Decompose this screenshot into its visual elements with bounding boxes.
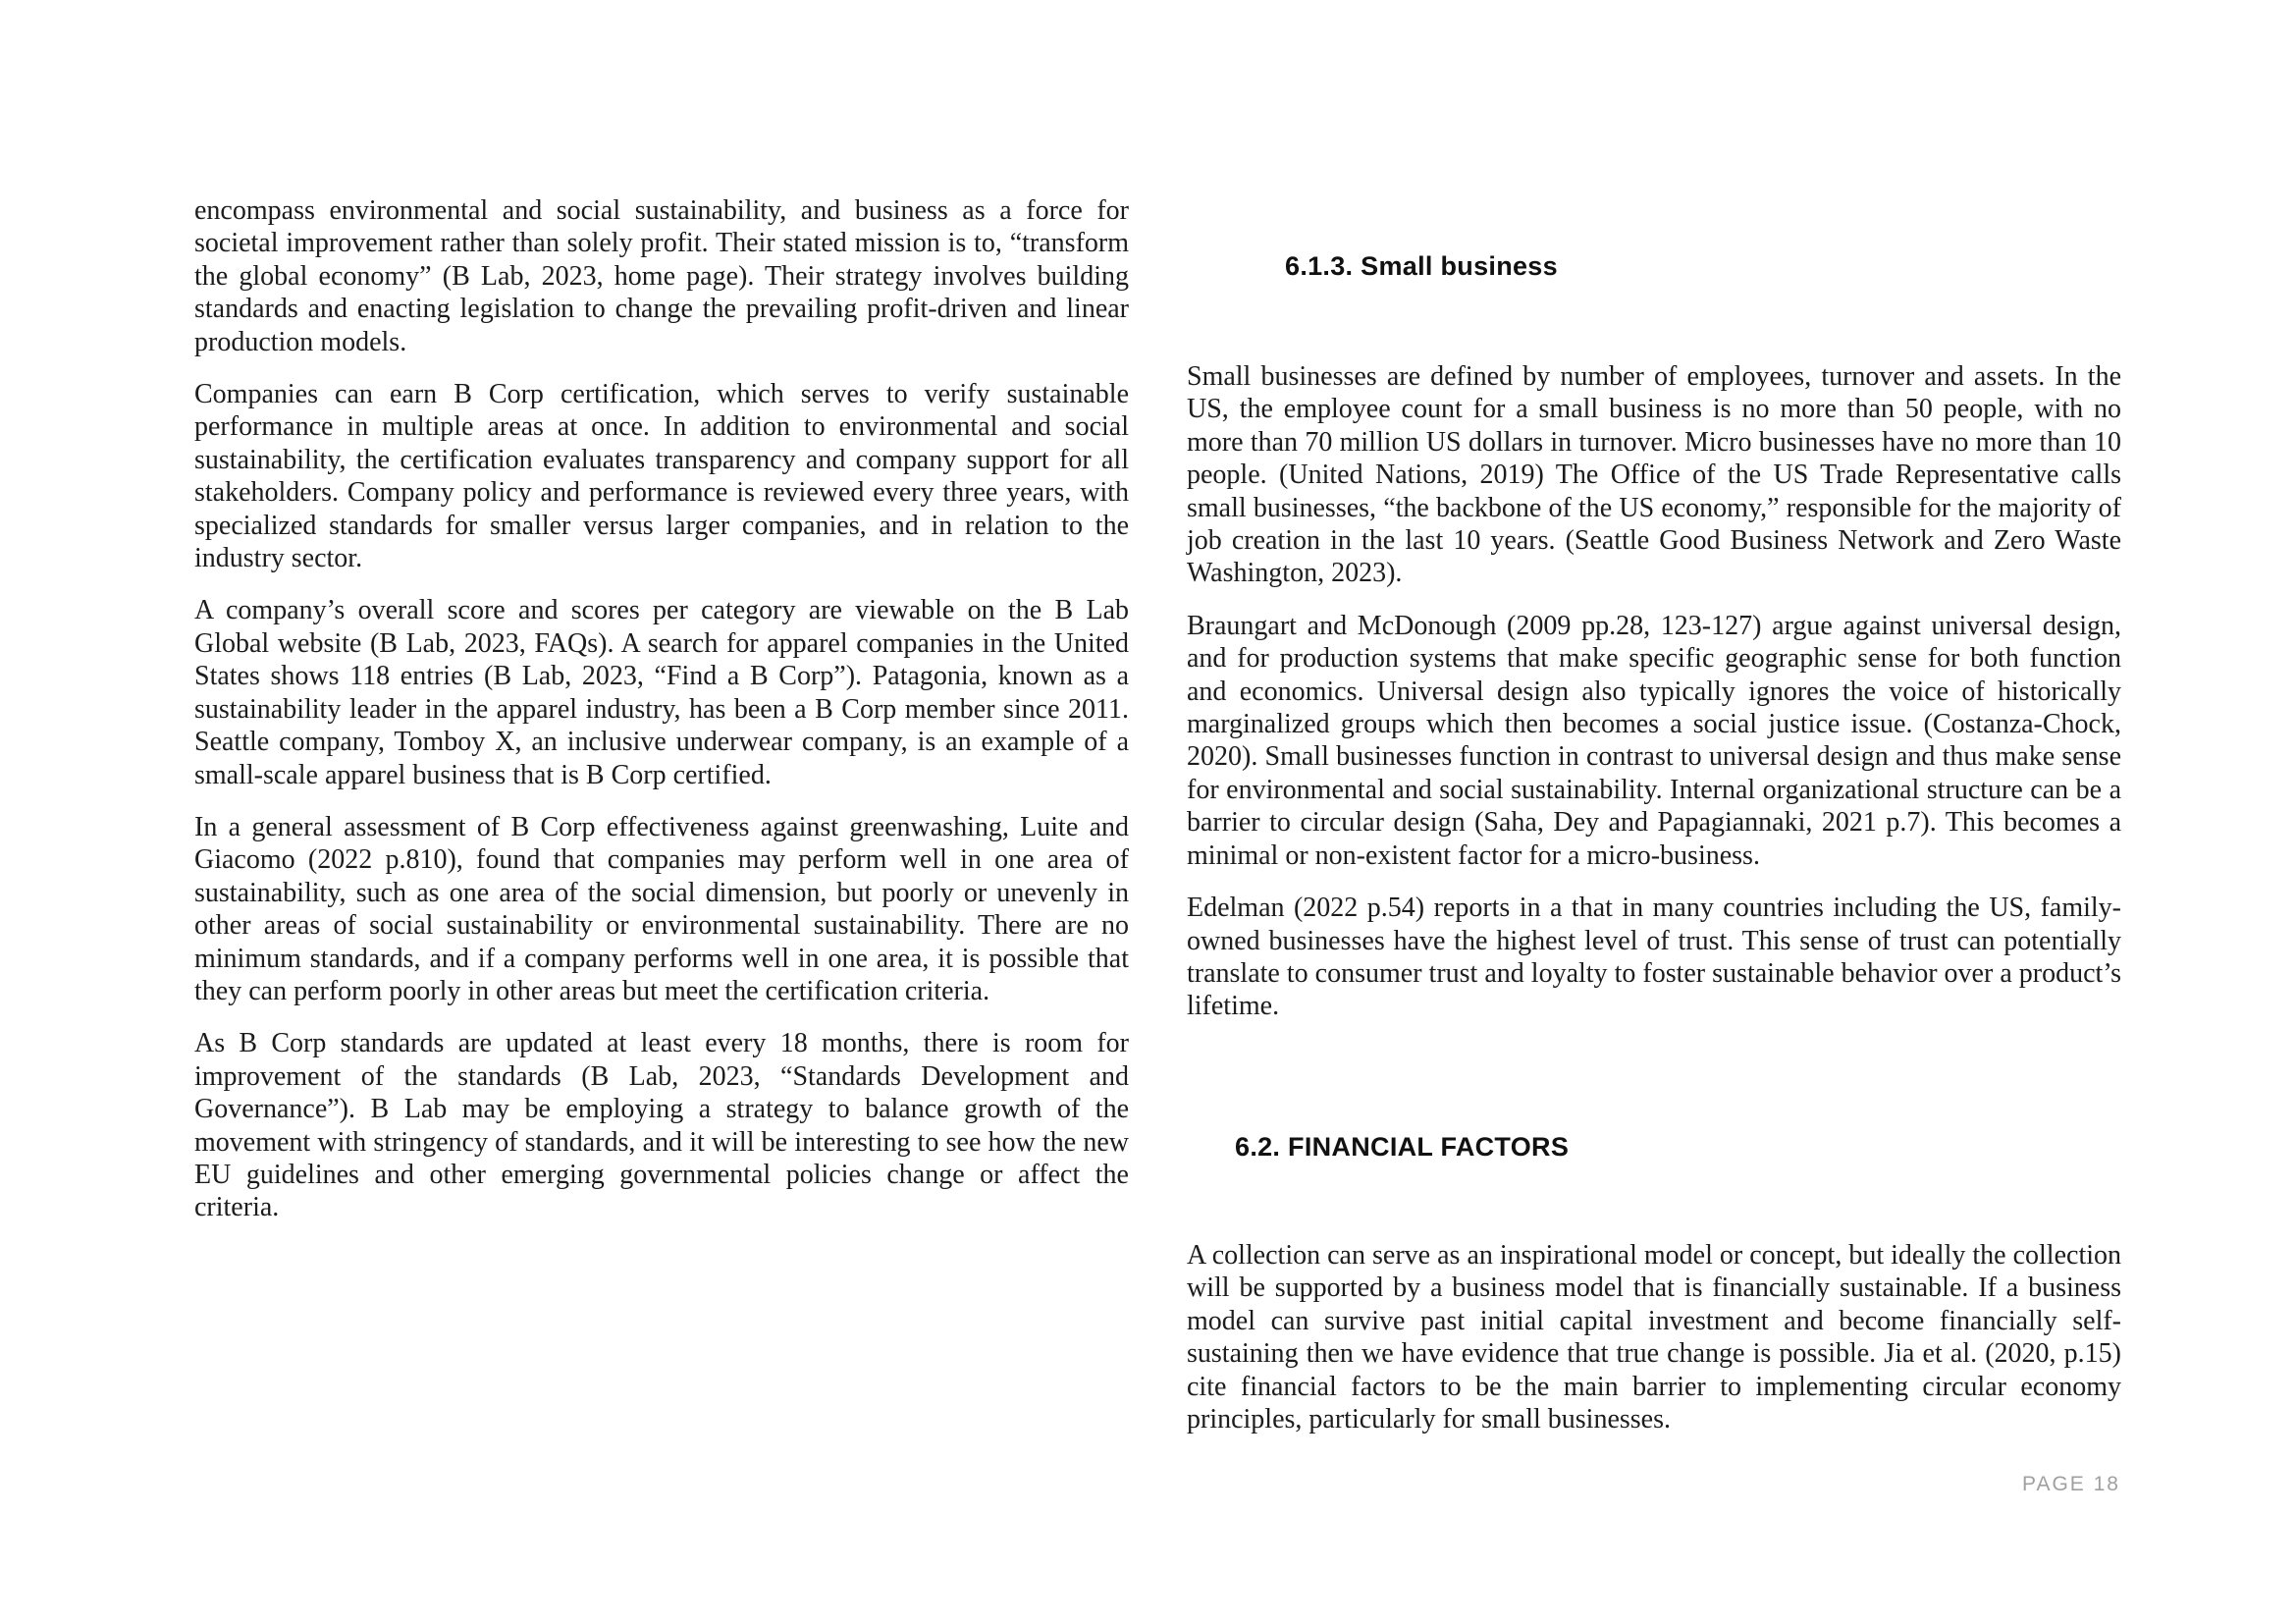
right-column-financial — [1187, 1239, 2121, 1455]
section-heading-small-business: 6.1.3. Small business — [1285, 251, 1558, 281]
paragraph-family-business-trust: Edelman (2022 p.54) reports in a that in many countries including the US, family-owned businesses have the highest level of trust. This sense of trust can potentially translate to consumer trust and loyalty to foster sustainable behavior over a product’s lifetime. — [1187, 893, 2121, 1022]
paragraph-b-corp-certification: Companies can earn B Corp certification, which serves to verify sustainable performance in multiple areas at once. In addition to environmental and social sustainability, the certification evaluates transparency and company support for all stakeholders. Company policy and performance is reviewed every three years, with specialized standards for smaller versus larger companies, and in relation to the industry sector. — [194, 379, 1129, 574]
paragraph-universal-design: Braungart and McDonough (2009 pp.28, 123-127) argue against universal design, and for production systems that make specific geographic sense for both function and economics. Universal design also typically ignores the voice of historically marginalized groups which then becomes a social justice issue. (Costanza-Chock, 2020). Small businesses function in contrast to universal design and thus make sense for environmental and social sustainability. Internal organizational structure can be a barrier to circular design (Saha, Dey and Papagiannaki, 2021 p.7). This becomes a minimal or non-existent factor for a micro-business. — [1187, 610, 2121, 871]
page-number: PAGE 18 — [2022, 1473, 2120, 1495]
paragraph-standards-updates: As B Corp standards are updated at least every 18 months, there is room for improvement of the standards (B Lab, 2023, “Standards Development and Governance”). B Lab may be employing a strategy to balance growth of the movement with stringency of standards, and it will be interesting to see how the new EU guidelines and other emerging governmental policies change or affect the criteria. — [194, 1028, 1129, 1223]
left-column — [194, 194, 1129, 1244]
paragraph-small-business-definition: Small businesses are defined by number of employees, turnover and assets. In the US, the employee count for a small business is no more than 50 people, with no more than 70 million US dollars in turnover. Micro businesses have no more than 10 people. (United Nations, 2019) The Office of the US Trade Representative calls small businesses, “the backbone of the US economy,” responsible for the majority of job creation in the last 10 years. (Seattle Good Business Network and Zero Waste Washington, 2023). — [1187, 361, 2121, 589]
paragraph-b-lab-mission: encompass environmental and social sustainability, and business as a force for societal improvement rather than solely profit. Their stated mission is to, “transform the global economy” (B Lab, 2023, home page). Their strategy involves building standards and enacting legislation to change the prevailing profit-driven and linear production models. — [194, 195, 1129, 357]
paragraph-financial-sustainability: A collection can serve as an inspirational model or concept, but ideally the collection will be supported by a business model that is financially sustainable. If a business model can survive past initial capital investment and become financially self-sustaining then we have evidence that true change is possible. Jia et al. (2020, p.15) cite financial factors to be the main barrier to implementing circular economy principles, particularly for small businesses. — [1187, 1240, 2121, 1435]
section-heading-financial-factors: 6.2. FINANCIAL FACTORS — [1235, 1132, 1570, 1162]
paragraph-greenwashing-assessment: In a general assessment of B Corp effectiveness against greenwashing, Luite and Giacomo (2022 p.810), found that companies may perform well in one area of sustainability, such as one area of the social dimension, but poorly or unevenly in other areas of social sustainability or environmental sustainability. There are no minimum standards, and if a company performs well in one area, it is possible that they can perform poorly in other areas but meet the certification criteria. — [194, 811, 1129, 1006]
paragraph-b-lab-scores: A company’s overall score and scores per category are viewable on the B Lab Global website (B Lab, 2023, FAQs). A search for apparel companies in the United States shows 118 entries (B Lab, 2023, “Find a B Corp”). Patagonia, known as a sustainability leader in the apparel industry, has been a B Corp member since 2011. Seattle company, Tomboy X, an inclusive underwear company, is an example of a small-scale apparel business that is B Corp certified. — [194, 595, 1129, 790]
right-column-small-business — [1187, 360, 2121, 1043]
